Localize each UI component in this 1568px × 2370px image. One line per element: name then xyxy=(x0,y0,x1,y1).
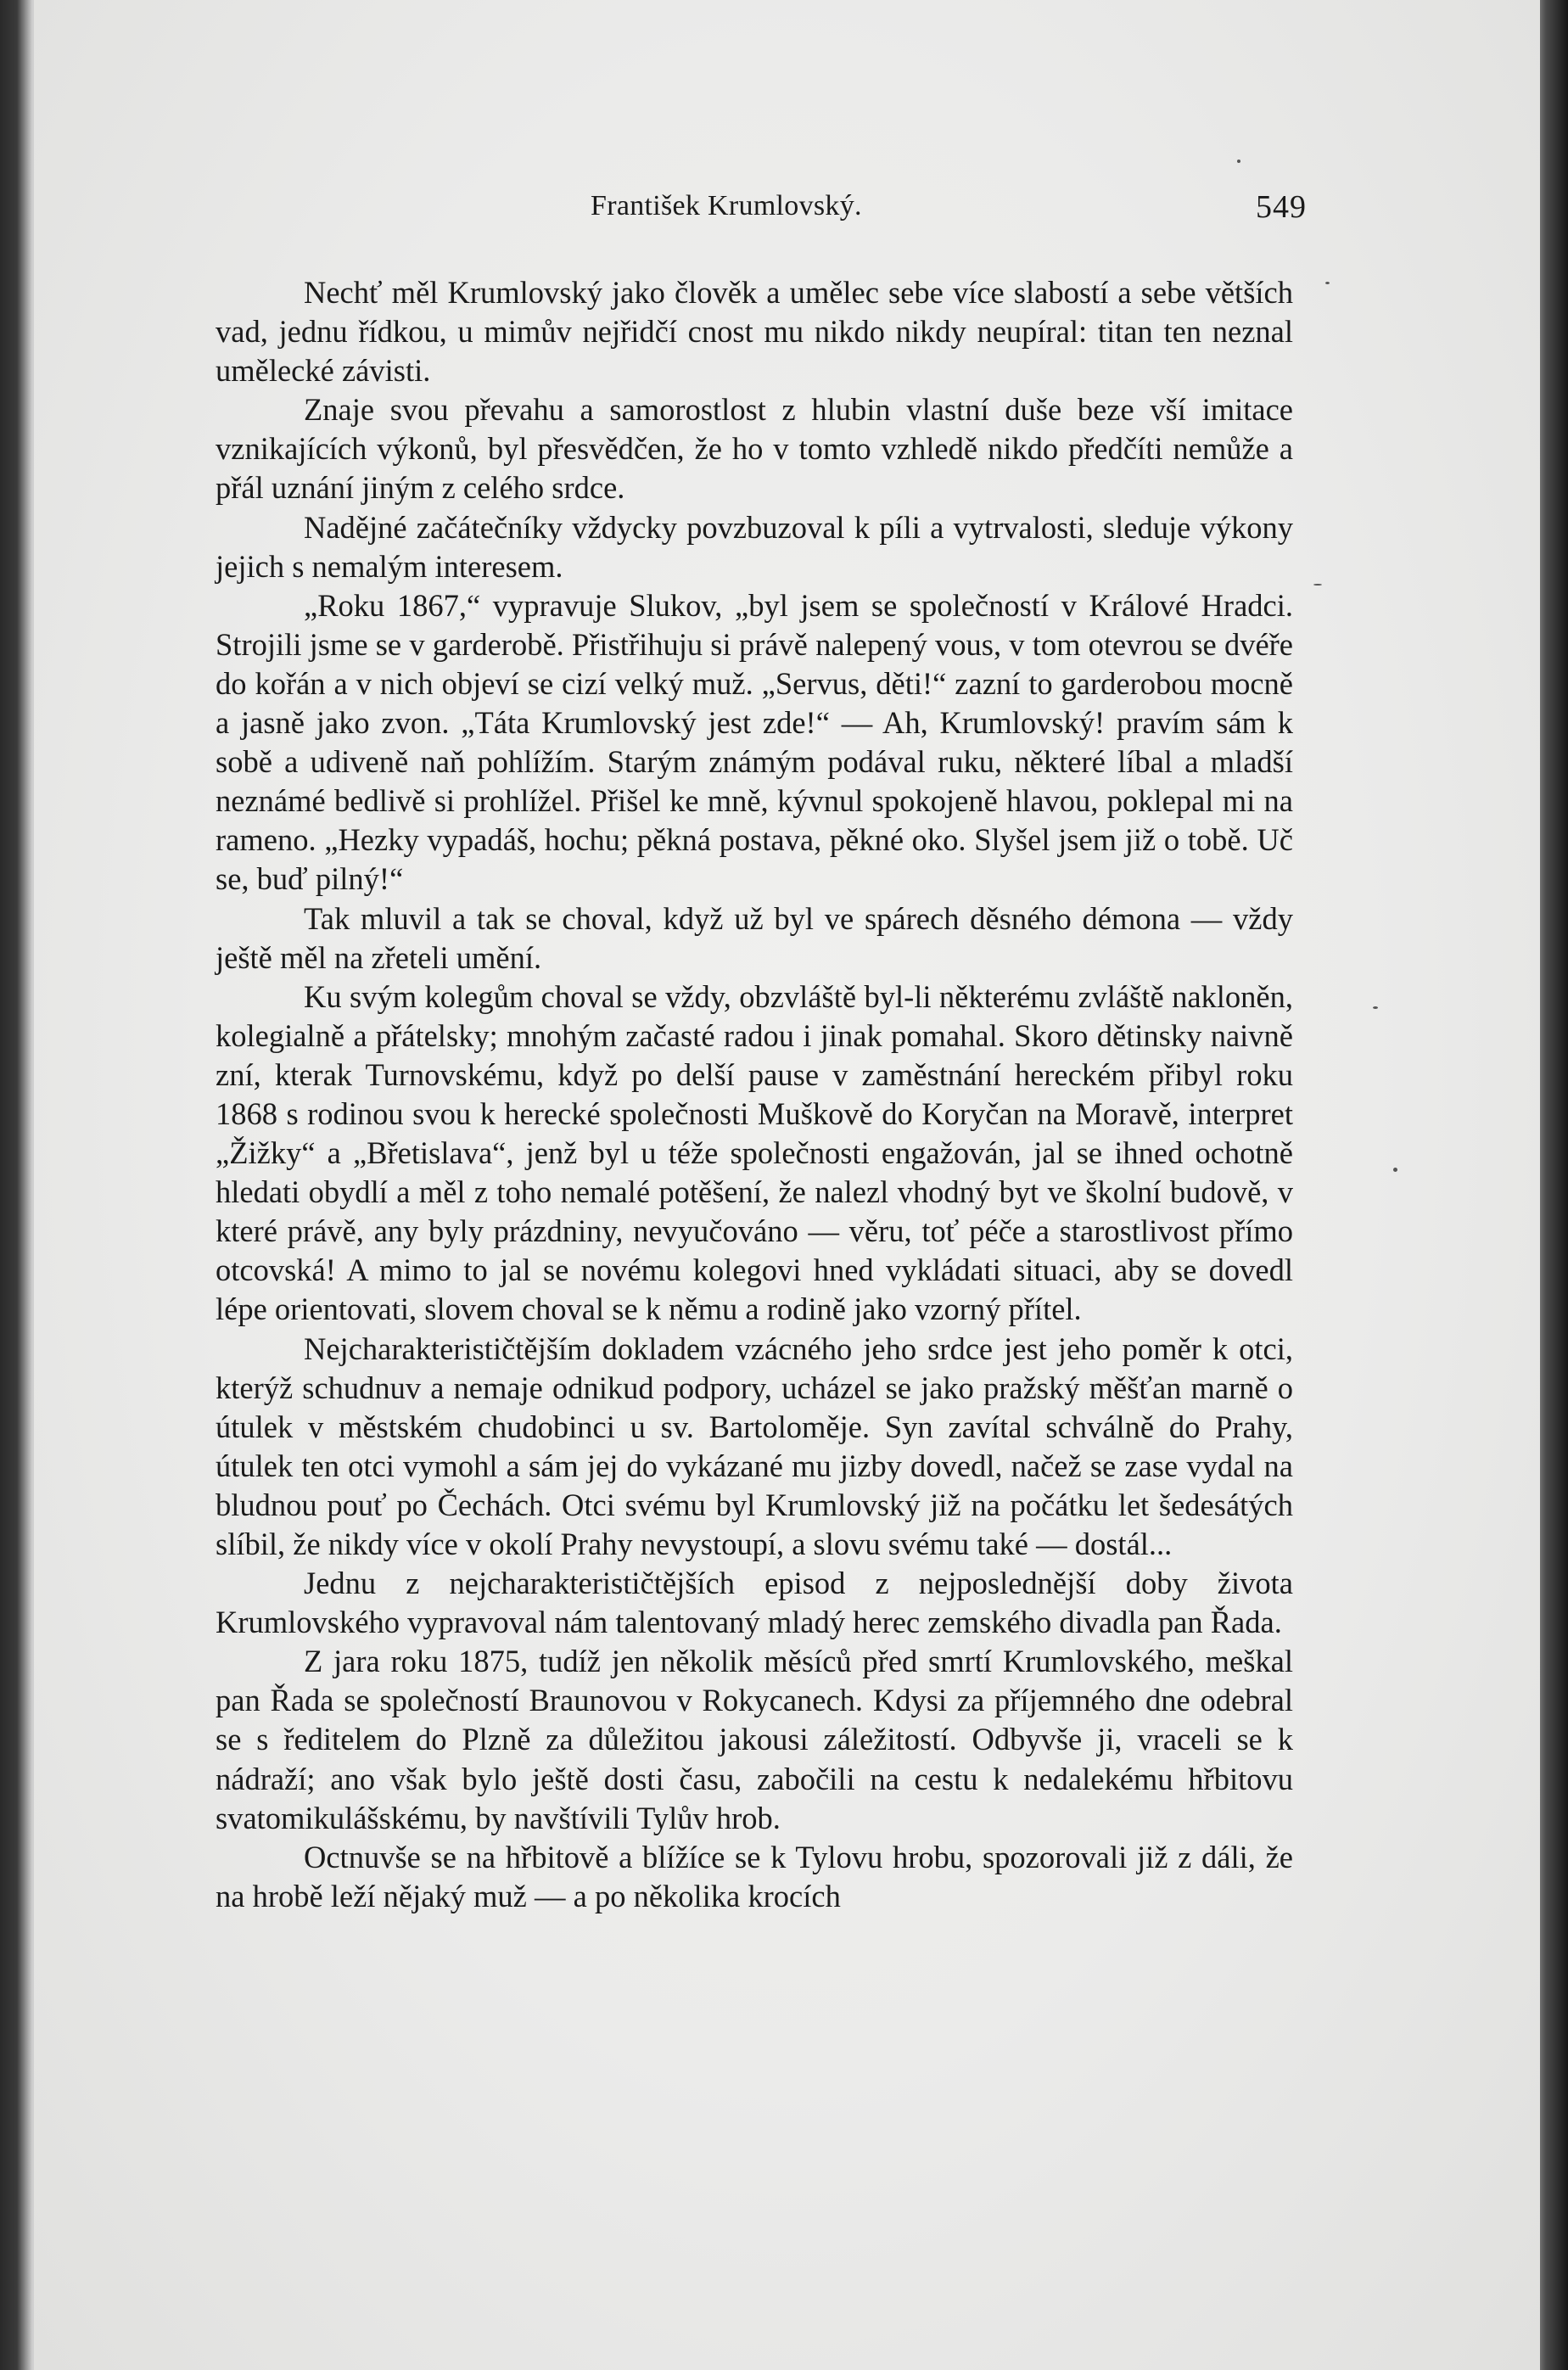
paragraph: Octnuvše se na hřbitově a blížíce se k Tylovu hrobu, spozorovali již z dáli, že na hrobě leží nějaký muž — a po několika krocích xyxy=(216,1839,1293,1913)
paragraph: Znaje svou převahu a samorostlost z hlubin vlastní duše beze vší imitace vznikajících výkonů, byl přesvědčen, že ho v tomto vzhledě nikdo předčíti nemůže a přál uznání jiným z celého srdce. xyxy=(216,392,1293,506)
print-speck xyxy=(1237,160,1240,163)
print-speck xyxy=(1393,1168,1397,1172)
print-speck xyxy=(1373,1006,1378,1009)
paragraph: Nejcharakterističtějším dokladem vzácného jeho srdce jest jeho poměr k otci, kterýž schudnuv a nemaje odnikud podpory, ucházel se jako pražský měšťan marně o útulek v městském chudobinci u sv. Bartoloměje. Syn zavítal schválně do Prahy, útulek ten otci vymohl a sám jej do vykázané mu jizby dovedl, načež se zase vydal na bludnou pouť po Čechách. Otci svému byl Krumlovský již na počátku let šedesátých slíbil, že nikdy více v okolí Prahy nevystoupí, a slovu svému také — dostál... xyxy=(216,1331,1293,1561)
paragraph: Jednu z nejcharakterističtějších episod z nejposlednější doby života Krumlovského vypravoval nám talentovaný mladý herec zemského divadla pan Řada. xyxy=(216,1566,1293,1640)
paragraph: „Roku 1867,“ vypravuje Slukov, „byl jsem se společností v Králové Hradci. Strojili jsme se v garderobě. Přistřihuju si právě nalepený vous, v tom otevrou se dvéře do kořán a v nich objeví se cizí velký muž. „Servus, děti!“ zazní to garderobou mocně a jasně jako zvon. „Táta Krumlovský jest zde!“ — Ah, Krumlovský! pravím sám k sobě a udiveně naň pohlížím. Starým známým podával ruku, některé líbal a mladší neznámé bedlivě si prohlížel. Přišel ke mně, kývnul spokojeně hlavou, poklepal mi na rameno. „Hezky vypadáš, hochu; pěkná postava, pěkné oko. Slyšel jsem již o tobě. Uč se, buď pilný!“ xyxy=(216,587,1293,897)
paragraph: Tak mluvil a tak se choval, když už byl ve spárech děsného démona — vždy ještě měl na zřeteli umění. xyxy=(216,900,1293,975)
print-speck xyxy=(1325,282,1330,284)
paragraph: Ku svým kolegům choval se vždy, obzvláště byl-li některému zvláště nakloněn, kolegialně a přátelsky; mnohým začasté radou i jinak pomahal. Skoro dětinsky naivně zní, kterak Turnovskému, když po delší pause v zaměstnání hereckém přibyl roku 1868 s rodinou svou k herecké společnosti Muškově do Koryčan na Moravě, interpret „Žižky“ a „Břetislava“, jenž byl u téže společnosti engažován, jal se ihned ochotně hledati obydlí a měl z toho nemalé potěšení, že nalezl vhodný byt ve školní budově, v které právě, any byly prázdniny, nevyučováno — věru, toť péče a starostlivost přímo otcovská! A mimo to jal se novému kolegovi hned vykládati situaci, aby se dovedl lépe orientovati, slovem choval se k němu a rodině jako vzorný přítel. xyxy=(216,978,1293,1327)
page-header xyxy=(216,187,1307,238)
print-speck xyxy=(1313,584,1322,585)
paragraph: Nechť měl Krumlovský jako člověk a umělec sebe více slabostí a sebe větších vad, jednu řídkou, u mimův nejřidčí cnost mu nikdo nikdy neupíral: titan ten neznal umělecké závisti. xyxy=(216,275,1293,389)
body-text xyxy=(216,273,1293,1916)
running-head: František Krumlovský. xyxy=(591,190,862,221)
paragraph: Nadějné začátečníky vždycky povzbuzoval k píli a vytrvalosti, sleduje výkony jejich s nemalým interesem. xyxy=(216,509,1293,584)
page-number: 549 xyxy=(1256,189,1307,225)
paragraph: Z jara roku 1875, tudíž jen několik měsíců před smrtí Krumlovského, meškal pan Řada se společností Braunovou v Rokycanech. Kdysi za příjemného dne odebral se s ředitelem do Plzně za důležitou jakousi záležitostí. Odbyvše ji, vraceli se k nádraží; ano však bylo ještě dosti času, zabočili na cestu k nedalekému hřbitovu svatomikulášskému, by navštívili Tylův hrob. xyxy=(216,1644,1293,1835)
